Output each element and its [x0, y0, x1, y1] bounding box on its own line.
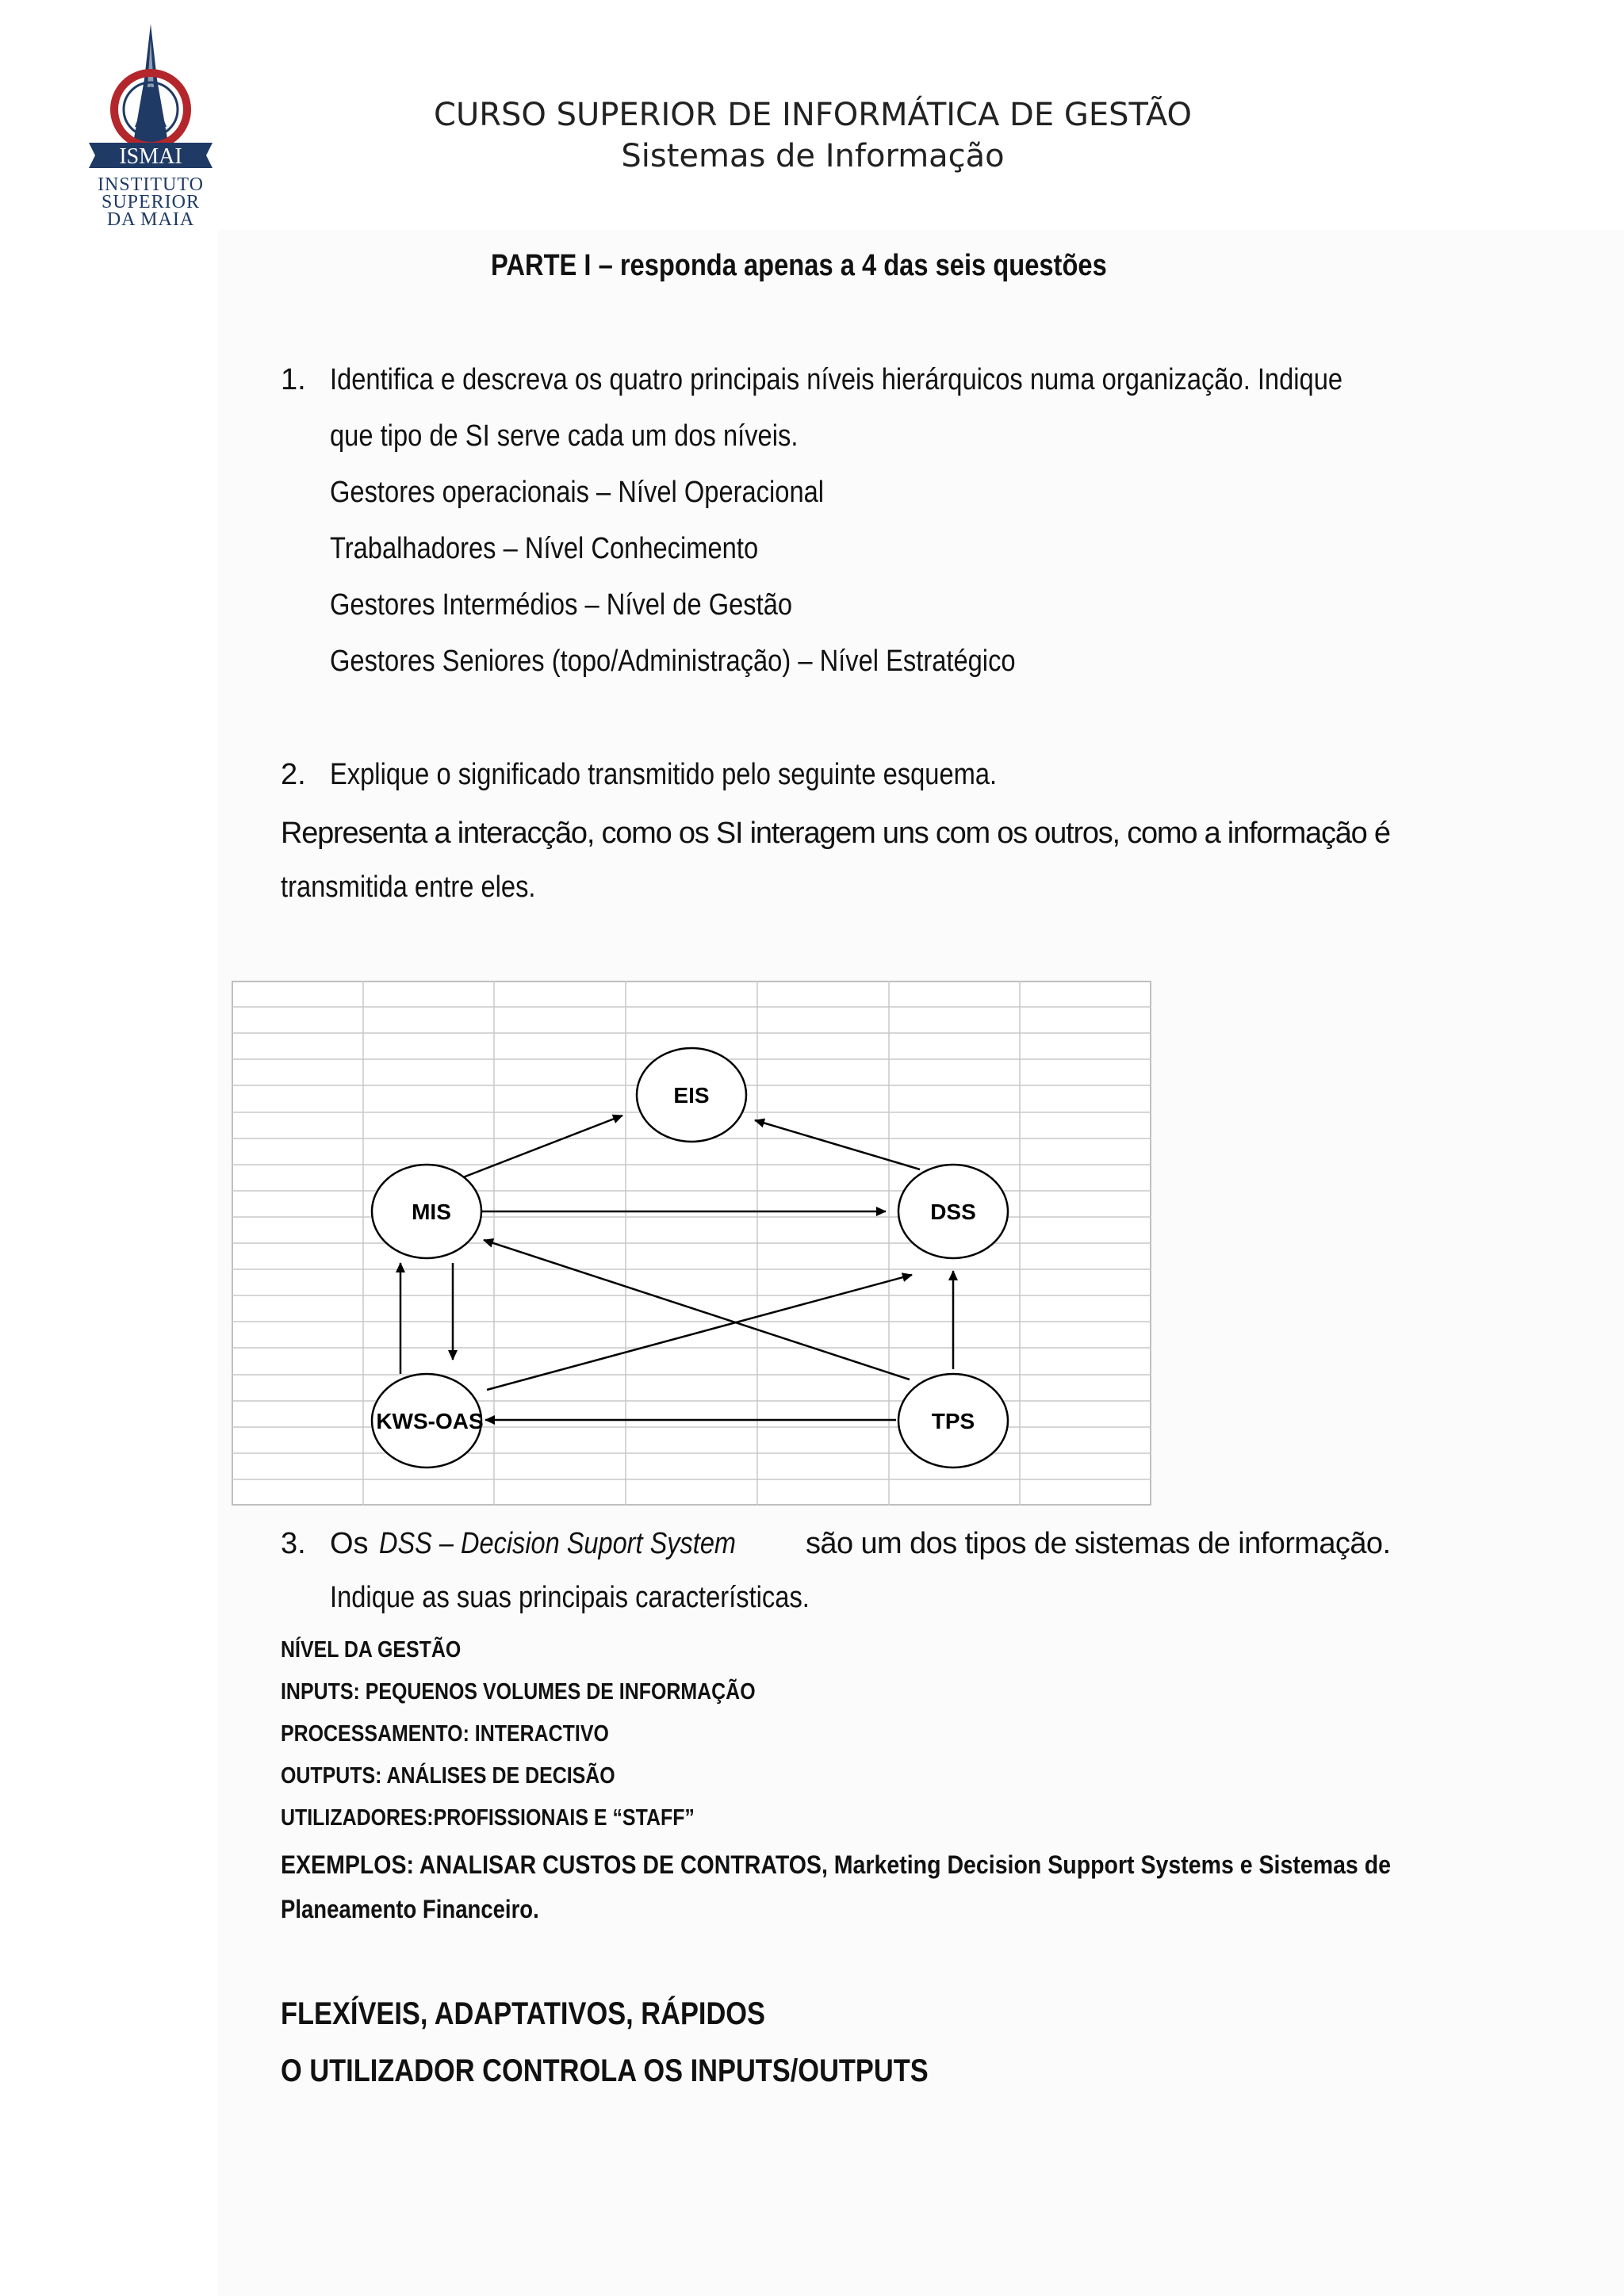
question-number: 3.	[281, 1527, 306, 1560]
node-label: DSS	[930, 1200, 976, 1224]
answer-line: Gestores operacionais – Nível Operacional	[330, 476, 825, 509]
dss-characteristic	[281, 1805, 762, 1831]
q3-line-2	[330, 1570, 887, 1626]
node-label: EIS	[673, 1083, 710, 1108]
question-text-italic: DSS – Decision Suport System	[379, 1527, 736, 1560]
question-number: 1.	[281, 363, 306, 396]
node-kws-oas	[372, 1374, 484, 1468]
node-mis	[372, 1165, 481, 1258]
summary-text: FLEXÍVEIS, ADAPTATIVOS, RÁPIDOS	[281, 1996, 765, 2031]
node-eis	[637, 1048, 746, 1142]
dss-summary-1	[281, 1996, 844, 2032]
si-interaction-diagram	[232, 981, 1151, 1506]
logo-line: INSTITUTO	[98, 174, 204, 195]
node-label: KWS-OAS	[376, 1409, 484, 1433]
question-text: são um dos tipos de sistemas de informação.	[806, 1527, 1391, 1560]
dss-characteristic	[281, 1637, 490, 1663]
logo-line: DA MAIA	[106, 209, 195, 230]
question-text: que tipo de SI serve cada um dos níveis.	[330, 419, 799, 453]
dss-summary-2	[281, 2053, 1034, 2089]
q3-line-1	[281, 1520, 1391, 1567]
q2-answer-line-2	[281, 859, 577, 916]
dss-characteristic	[281, 1679, 833, 1705]
logo-line: SUPERIOR	[101, 192, 201, 212]
characteristic-text: NÍVEL DA GESTÃO	[281, 1637, 462, 1663]
question-text: Explique o significado transmitido pelo seguinte esquema.	[330, 758, 998, 791]
question-number: 2.	[281, 758, 306, 791]
node-dss	[898, 1165, 1008, 1258]
part-title-text: PARTE I – responda apenas a 4 das seis questões	[491, 249, 1107, 282]
node-tps	[898, 1374, 1008, 1468]
subject-title: Sistemas de Informação	[621, 138, 1005, 174]
logo-banner-text: ISMAI	[119, 144, 182, 169]
summary-text: O UTILIZADOR CONTROLA OS INPUTS/OUTPUTS	[281, 2053, 929, 2088]
course-title: CURSO SUPERIOR DE INFORMÁTICA DE GESTÃO	[434, 97, 1192, 133]
dss-characteristic	[281, 1763, 669, 1789]
question-text: Os	[330, 1527, 369, 1560]
node-label: TPS	[931, 1409, 975, 1433]
question-1	[281, 352, 1407, 693]
question-2	[281, 747, 1407, 803]
dss-examples-line-1	[281, 1846, 1391, 1885]
answer-line: Gestores Seniores (topo/Administração) – Nível Estratégico	[330, 645, 1016, 678]
characteristic-text: UTILIZADORES:PROFISSIONAIS E “STAFF”	[281, 1805, 695, 1831]
answer-line: Gestores Intermédios – Nível de Gestão	[330, 588, 793, 622]
characteristic-text: OUTPUTS: ANÁLISES DE DECISÃO	[281, 1763, 615, 1789]
answer-line: transmitida entre eles.	[281, 871, 536, 904]
dss-examples-line-2	[281, 1895, 581, 1924]
part-title	[491, 249, 1207, 283]
examples-text: Planeamento Financeiro.	[281, 1895, 539, 1923]
examples-text: EXEMPLOS: ANALISAR CUSTOS DE CONTRATOS, Marketing Decision Support Systems e Sistemas de	[281, 1850, 1391, 1879]
q2-answer-line-1	[281, 810, 1391, 858]
characteristic-text: PROCESSAMENTO: INTERACTIVO	[281, 1721, 609, 1747]
dss-characteristic	[281, 1721, 662, 1747]
logo-institute-name	[79, 176, 222, 228]
node-label: MIS	[412, 1200, 451, 1224]
question-text: Indique as suas principais características.	[330, 1581, 810, 1614]
question-text: Identifica e descreva os quatro principais níveis hierárquicos numa organização. Indique	[330, 363, 1343, 396]
characteristic-text: INPUTS: PEQUENOS VOLUMES DE INFORMAÇÃO	[281, 1679, 756, 1705]
answer-line: Representa a interacção, como os SI interagem uns com os outros, como a informação é	[281, 817, 1391, 850]
answer-line: Trabalhadores – Nível Conhecimento	[330, 532, 759, 565]
